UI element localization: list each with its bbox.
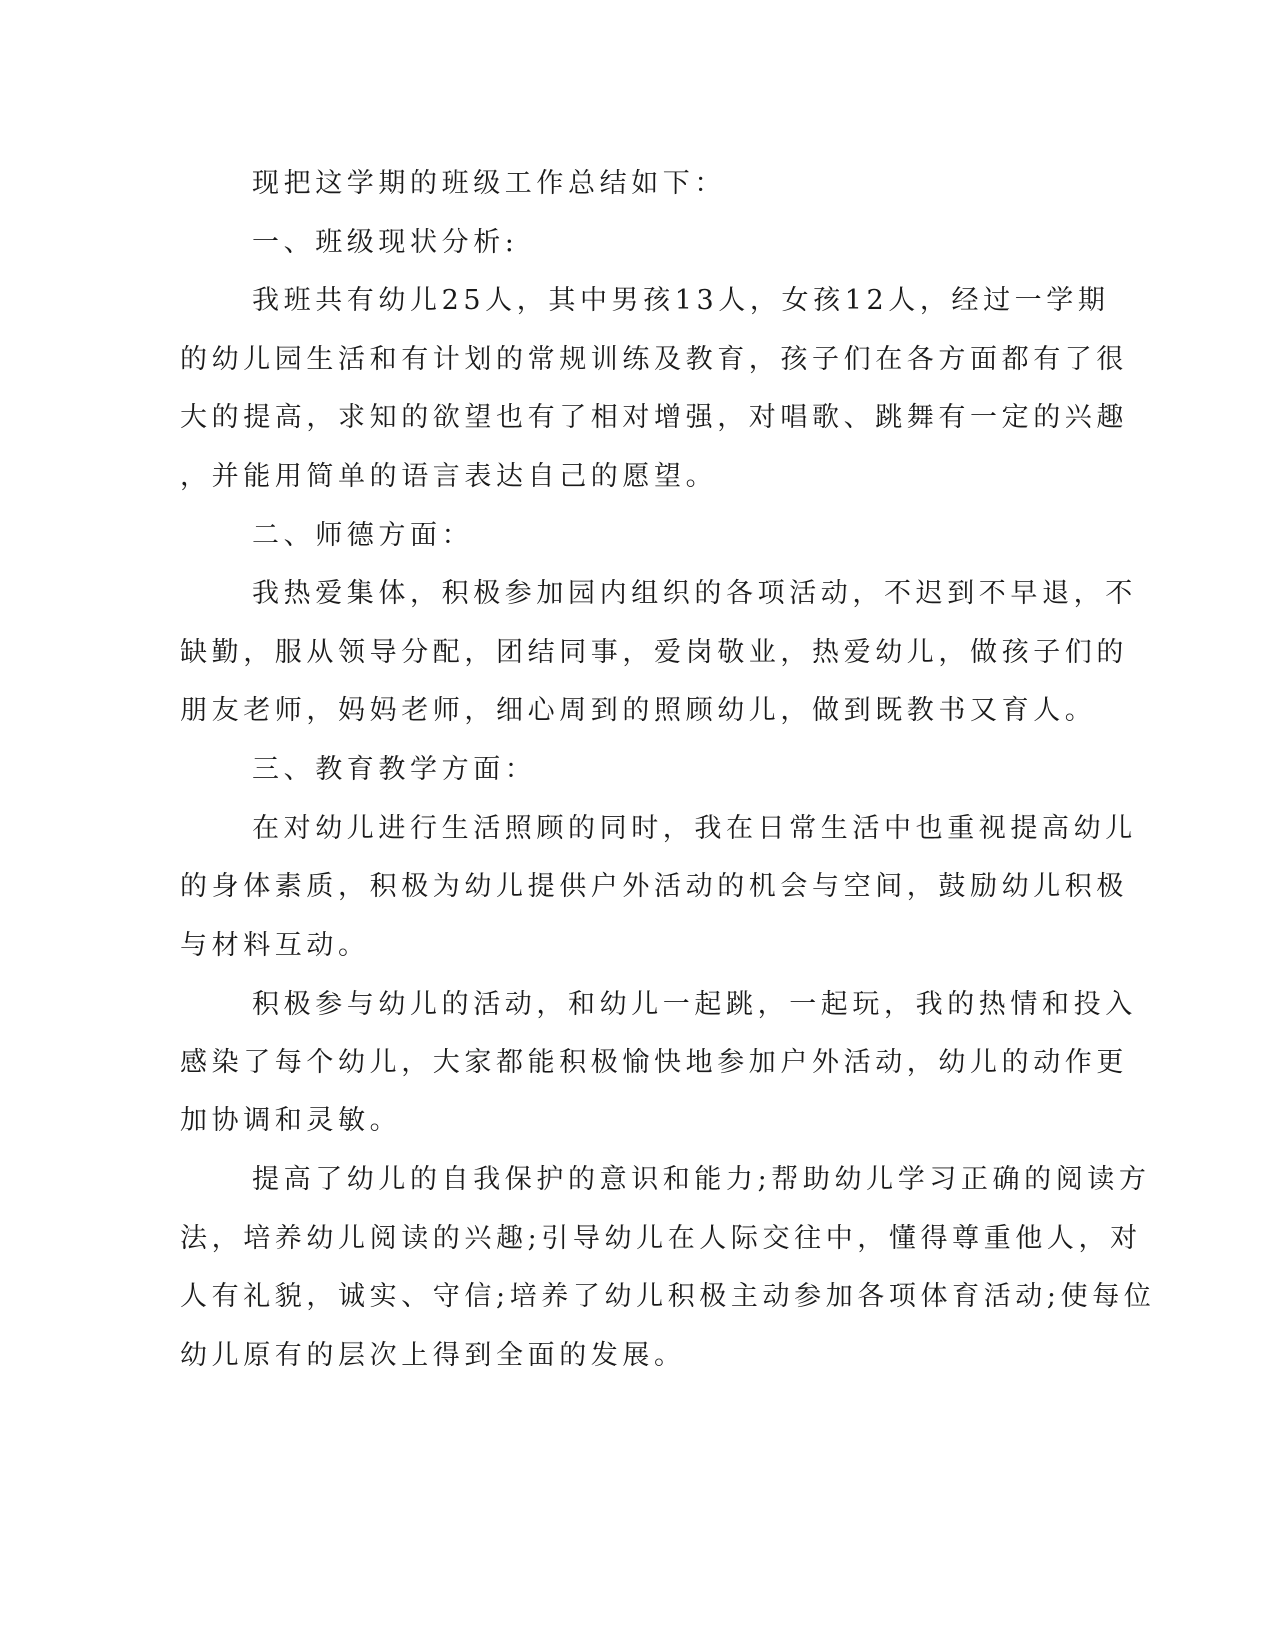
paragraph-line: 与材料互动。 bbox=[180, 930, 370, 961]
paragraph-line: 大的提高，求知的欲望也有了相对增强，对唱歌、跳舞有一定的兴趣 bbox=[180, 402, 1128, 433]
paragraph-line: 的幼儿园生活和有计划的常规训练及教育，孩子们在各方面都有了很 bbox=[180, 344, 1128, 375]
paragraph-line: 感染了每个幼儿，大家都能积极愉快地参加户外活动，幼儿的动作更 bbox=[180, 1047, 1128, 1078]
paragraph-line: 法，培养幼儿阅读的兴趣;引导幼儿在人际交往中，懂得尊重他人，对 bbox=[180, 1223, 1142, 1254]
paragraph-line: 在对幼儿进行生活照顾的同时，我在日常生活中也重视提高幼儿 bbox=[252, 813, 1137, 844]
paragraph-line: 加协调和灵敏。 bbox=[180, 1105, 402, 1136]
paragraph-line: 朋友老师，妈妈老师，细心周到的照顾幼儿，做到既教书又育人。 bbox=[180, 695, 1097, 726]
paragraph-line: 我热爱集体，积极参加园内组织的各项活动，不迟到不早退，不 bbox=[252, 578, 1137, 609]
section-heading-1: 一、班级现状分析: bbox=[252, 227, 519, 258]
paragraph-line: 我班共有幼儿25人，其中男孩13人，女孩12人，经过一学期 bbox=[252, 285, 1110, 316]
paragraph-line: ，并能用简单的语言表达自己的愿望。 bbox=[180, 461, 718, 492]
section-heading-2: 二、师德方面： bbox=[252, 520, 474, 551]
summary-intro-line: 现把这学期的班级工作总结如下： bbox=[252, 168, 726, 199]
paragraph-line: 幼儿原有的层次上得到全面的发展。 bbox=[180, 1340, 686, 1371]
paragraph-line: 提高了幼儿的自我保护的意识和能力;帮助幼儿学习正确的阅读方 bbox=[252, 1164, 1151, 1195]
paragraph-line: 人有礼貌，诚实、守信;培养了幼儿积极主动参加各项体育活动;使每位 bbox=[180, 1281, 1156, 1312]
section-heading-3: 三、教育教学方面： bbox=[252, 754, 537, 785]
paragraph-line: 积极参与幼儿的活动，和幼儿一起跳，一起玩，我的热情和投入 bbox=[252, 989, 1137, 1020]
paragraph-line: 的身体素质，积极为幼儿提供户外活动的机会与空间，鼓励幼儿积极 bbox=[180, 871, 1128, 902]
paragraph-line: 缺勤，服从领导分配，团结同事，爱岗敬业，热爱幼儿，做孩子们的 bbox=[180, 637, 1128, 668]
